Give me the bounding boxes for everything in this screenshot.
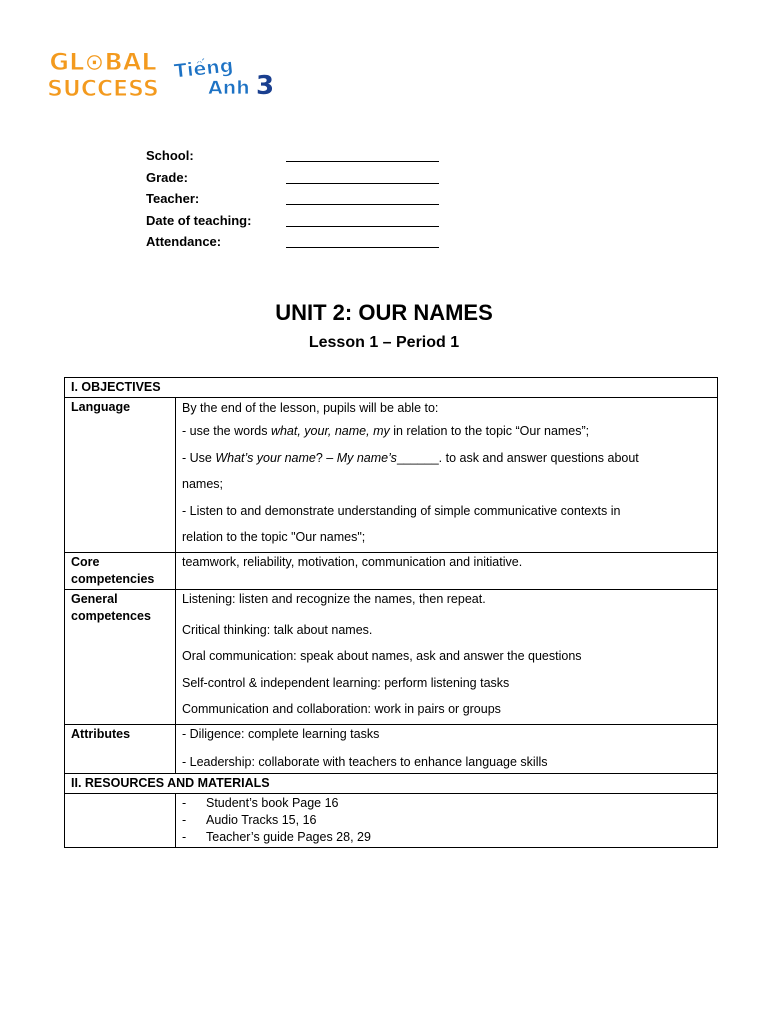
tieng-anh-logo-line2: Anh <box>208 77 250 99</box>
info-row-teacher <box>146 191 446 213</box>
language-label: Language <box>65 398 176 553</box>
info-row-school <box>146 148 446 170</box>
language-row <box>65 398 718 553</box>
tieng-anh-3-logo <box>170 54 290 101</box>
global-success-logo <box>47 42 159 102</box>
info-label: School: <box>146 148 194 163</box>
general-item: Self-control & independent learning: perform listening tasks <box>182 675 510 690</box>
info-blank-line[interactable] <box>286 191 439 205</box>
language-bullet-2: - Use What’s your name? – My name’s______. to ask and answer questions about <box>182 450 639 465</box>
attributes-content <box>176 724 718 773</box>
info-label: Teacher: <box>146 191 200 206</box>
attribute-item: - Leadership: collaborate with teachers to enhance language skills <box>182 754 548 769</box>
tieng-anh-logo-number: 3 <box>256 71 275 101</box>
attributes-row <box>65 724 718 773</box>
info-label: Attendance: <box>146 234 222 249</box>
tieng-anh-logo-line1: Tiếng <box>172 54 235 83</box>
general-competences-label: General competences <box>65 589 176 724</box>
info-blank-line[interactable] <box>286 234 439 248</box>
resources-content <box>176 793 718 847</box>
info-row-date <box>146 213 446 235</box>
attribute-item: - Diligence: complete learning tasks <box>182 726 380 741</box>
language-intro: By the end of the lesson, pupils will be able to: <box>182 401 439 415</box>
info-row-grade <box>146 170 446 192</box>
general-item: Communication and collaboration: work in pairs or groups <box>182 702 501 716</box>
lesson-subtitle: Lesson 1 – Period 1 <box>308 334 460 351</box>
language-bullet-1: - use the words what, your, name, my in relation to the topic “Our names”; <box>182 424 590 438</box>
language-bullet-2-cont: names; <box>182 477 223 491</box>
core-competencies-label: Core competencies <box>65 552 176 589</box>
info-blank-line[interactable] <box>286 213 439 227</box>
core-competencies-row <box>65 552 718 589</box>
resources-list <box>182 795 711 846</box>
resource-item: - Audio Tracks 15, 16 <box>182 812 317 827</box>
resources-row <box>65 793 718 847</box>
general-item: Listening: listen and recognize the names, then repeat. <box>182 591 486 606</box>
section-header-row <box>65 773 718 793</box>
attributes-label: Attributes <box>65 724 176 773</box>
language-bullet-3: - Listen to and demonstrate understanding of simple communicative contexts in <box>182 503 621 518</box>
info-label: Date of teaching: <box>146 212 252 228</box>
global-success-logo-line2: SUCCESS <box>47 77 159 102</box>
lesson-plan-table <box>64 377 718 848</box>
core-competencies-text: teamwork, reliability, motivation, communication and initiative. <box>176 552 718 589</box>
language-bullet-3-cont: relation to the topic "Our names"; <box>182 530 366 544</box>
resources-empty-cell <box>65 793 176 847</box>
language-content <box>176 398 718 553</box>
resource-item: - Teacher’s guide Pages 28, 29 <box>182 829 371 844</box>
general-item: Critical thinking: talk about names. <box>182 622 373 637</box>
unit-title: UNIT 2: OUR NAMES <box>275 300 493 325</box>
section-header-row <box>65 378 718 398</box>
objectives-header: I. OBJECTIVES <box>65 378 718 398</box>
resources-header: II. RESOURCES AND MATERIALS <box>65 773 718 793</box>
global-success-logo-line1: GL⊙BAL <box>49 48 157 76</box>
info-row-attendance <box>146 234 446 256</box>
general-competences-row <box>65 589 718 724</box>
lesson-info-fields <box>146 148 446 256</box>
general-item: Oral communication: speak about names, ask and answer the questions <box>182 649 582 663</box>
info-label: Grade: <box>146 169 188 185</box>
info-blank-line[interactable] <box>286 148 439 162</box>
info-blank-line[interactable] <box>286 170 439 184</box>
general-competences-content <box>176 589 718 724</box>
resource-item: - Student’s book Page 16 <box>182 795 339 810</box>
